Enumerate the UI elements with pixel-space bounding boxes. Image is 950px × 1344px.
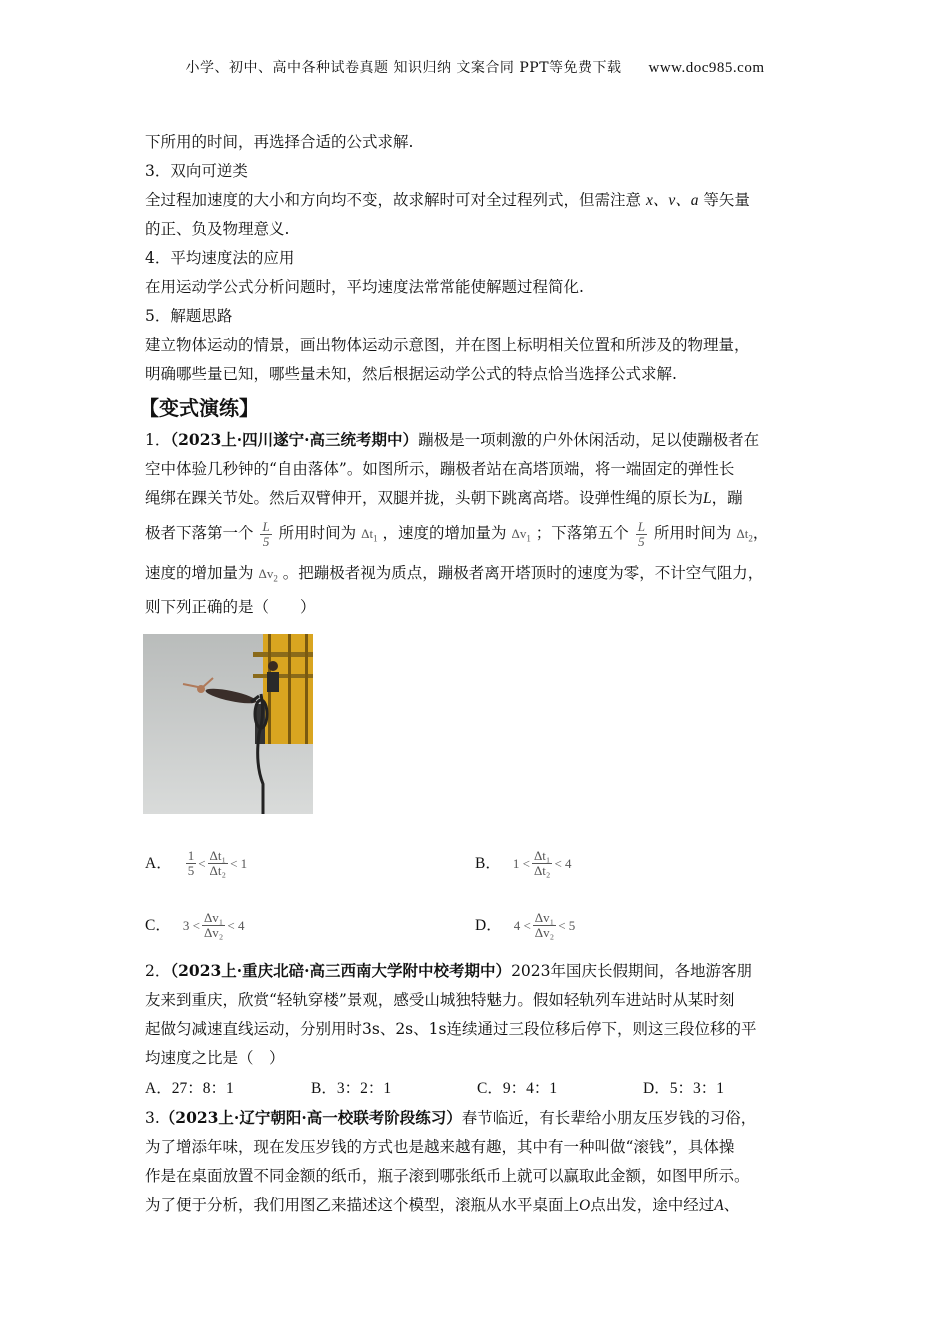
bungee-photo	[143, 634, 313, 814]
heading-5: 5．解题思路	[145, 307, 233, 325]
q2-source: （2023上·重庆北碚·高三西南大学附中校考期中）	[170, 961, 512, 980]
q3-line-4: 为了便于分析，我们用图乙来描述这个模型，滚瓶从水平桌面上O点出发，途中经过A、	[145, 1196, 740, 1214]
paragraph-5a: 建立物体运动的情景，画出物体运动示意图，并在图上标明相关位置和所涉及的物理量，	[145, 336, 750, 354]
header-text: 小学、初中、高中各种试卷真题 知识归纳 文案合同 PPT等免费下载	[185, 60, 622, 76]
question-3	[145, 1103, 810, 1220]
intro-line-1: 下所用的时间，再选择合适的公式求解.	[145, 133, 414, 151]
heading-4: 4．平均速度法的应用	[145, 249, 295, 267]
q1-line-4: 极者下落第一个 $\frac{L}{5}$ 所用时间为 $\Delta t_1$ ，速度的增加量为 $\Delta v_1$ ；下落第五个 $\frac{L}{5}$ 所用时间为 $\Delta t_2$，	[145, 518, 769, 549]
paragraph-4: 在用运动学公式分析问题时，平均速度法常常能使解题过程简化.	[145, 278, 584, 296]
q2-line-4: 均速度之比是（ ）	[145, 1049, 285, 1067]
q3-source: （2023上·辽宁朝阳·高一校联考阶段练习）	[159, 1108, 462, 1127]
document-body	[139, 128, 810, 1220]
q1-option-a[interactable]: A． $\frac{1}{5}$ < $\frac{\text{Δt₁}}{\text{Δt₂}}$ < 1	[145, 847, 248, 878]
delta-v1: $\Delta v_1$	[511, 526, 531, 544]
q1-option-d[interactable]: D． 4 < $\frac{\text{Δv₁}}{\text{Δv₂}}$ < 5	[475, 909, 576, 940]
delta-t2: $\Delta t_2$	[736, 526, 753, 544]
question-1	[145, 425, 810, 956]
q1-option-b[interactable]: B． 1 < $\frac{\text{Δt₁}}{\text{Δt₂}}$ < 4	[475, 847, 572, 878]
q3-line-1: 3.（2023上·辽宁朝阳·高一校联考阶段练习）春节临近，有长辈给小朋友压岁钱的习俗，	[145, 1108, 757, 1127]
q1-source: （2023上·四川遂宁·高三统考期中）	[170, 430, 419, 449]
q2-option-a[interactable]: A．27：8：1	[145, 1079, 234, 1097]
q2-option-c[interactable]: C．9：4：1	[477, 1079, 558, 1097]
q2-option-b[interactable]: B．3：2：1	[311, 1079, 392, 1097]
vector-vars: x、v、a	[645, 192, 699, 209]
q2-options	[145, 1073, 810, 1103]
page-header	[0, 57, 950, 77]
paragraph-3-cont: 的正、负及物理意义.	[145, 220, 290, 238]
paragraph-3: 全过程加速度的大小和方向均不变，故求解时可对全过程列式，但需注意 x、v、a 等矢量	[145, 191, 750, 209]
q1-options-row-1	[145, 832, 810, 894]
question-2	[145, 956, 810, 1103]
fraction-L-over-5-b: $\frac{L}{5}$	[637, 518, 645, 549]
q1-line-5: 速度的增加量为 $\Delta v_2$ 。把蹦极者视为质点，蹦极者离开塔顶时的速度为零，不计空气阻力，	[145, 564, 764, 584]
q1-option-c[interactable]: C． 3 < $\frac{\text{Δv₁}}{\text{Δv₂}}$ < 4	[145, 909, 245, 940]
q3-line-2: 为了增添年味，现在发压岁钱的方式也是越来越有趣，其中有一种叫做“滚钱”，具体操	[145, 1138, 735, 1156]
header-url[interactable]: www.doc985.com	[648, 60, 765, 76]
q2-line-3: 起做匀减速直线运动，分别用时3s、2s、1s连续通过三段位移后停下，则这三段位移的平	[145, 1020, 757, 1038]
q2-line-2: 友来到重庆，欣赏“轻轨穿楼”景观，感受山城独特魅力。假如轻轨列车进站时从某时刻	[145, 991, 735, 1009]
q1-line-6: 则下列正确的是（ ）	[145, 598, 316, 616]
q1-line-1: 1．（2023上·四川遂宁·高三统考期中）蹦极是一项刺激的户外休闲活动，足以使蹦极者在	[145, 430, 760, 449]
section-title: 【变式演练】	[139, 396, 259, 420]
q2-line-1: 2．（2023上·重庆北碚·高三西南大学附中校考期中）2023年国庆长假期间，各地游客朋	[145, 961, 753, 980]
q3-line-3: 作是在桌面放置不同金额的纸币，瓶子滚到哪张纸币上就可以赢取此金额，如图甲所示。	[145, 1167, 750, 1185]
delta-t1: $\Delta t_1$	[361, 526, 378, 544]
q1-line-3: 绳绑在踝关节处。然后双臂伸开，双腿并拢，头朝下跳离高塔。设弹性绳的原长为L，蹦	[145, 489, 743, 507]
paragraph-5b: 明确哪些量已知，哪些量未知，然后根据运动学公式的特点恰当选择公式求解.	[145, 365, 677, 383]
q1-line-2: 空中体验几秒钟的“自由落体”。如图所示，蹦极者站在高塔顶端，将一端固定的弹性长	[145, 460, 735, 478]
heading-3: 3．双向可逆类	[145, 162, 248, 180]
q1-options-row-2	[145, 894, 810, 956]
q2-option-d[interactable]: D．5：3：1	[643, 1079, 724, 1097]
delta-v2: $\Delta v_2$	[258, 566, 278, 584]
fraction-L-over-5: $\frac{L}{5}$	[262, 518, 270, 549]
